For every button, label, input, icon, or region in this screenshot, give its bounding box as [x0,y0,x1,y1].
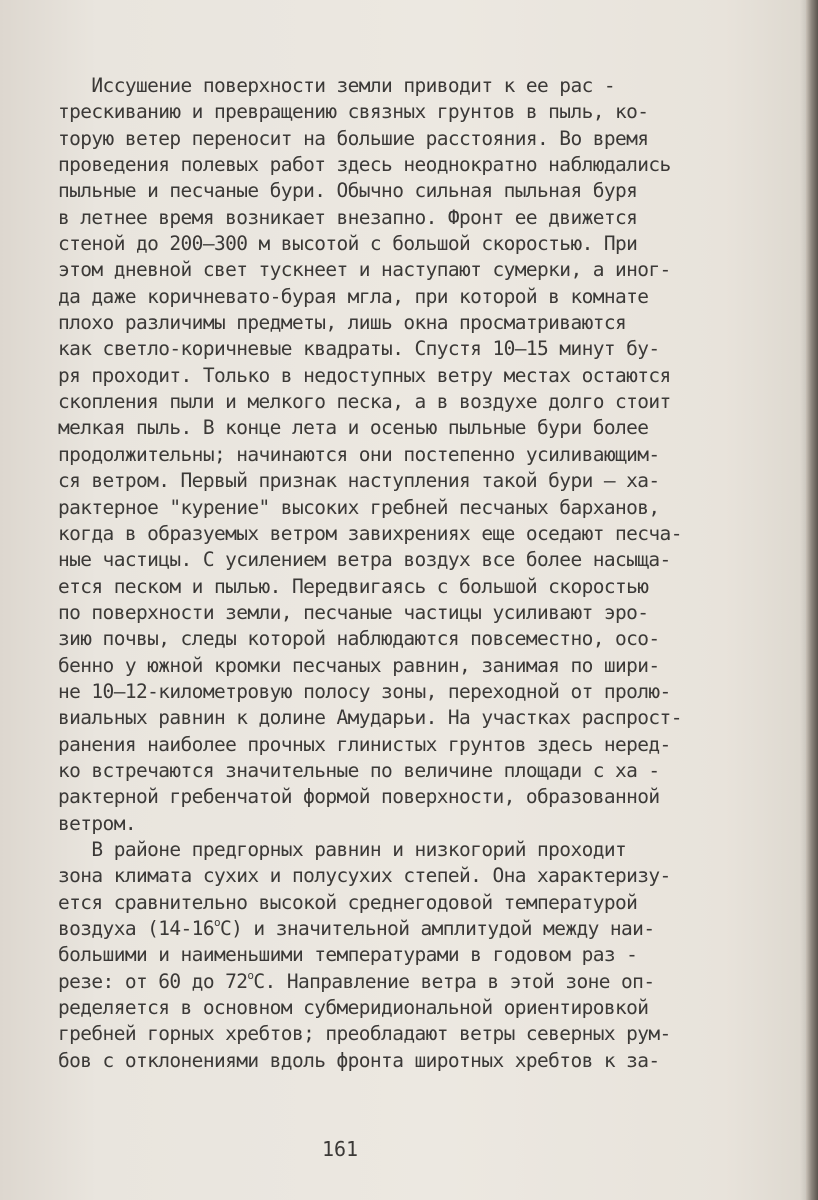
text-line: плохо различимы предметы, лишь окна просматриваются [58,311,627,335]
temperature-line [58,916,758,942]
text-line: когда в образуемых ветром завихрениях еще оседают песча- [58,521,682,545]
degree-superscript: о [213,916,220,929]
body-text [58,73,758,1074]
text-line: по поверхности земли, песчаные частицы усиливают эро- [58,600,649,624]
text-line: виальных равнин к долине Амударьи. На участках распрост- [58,706,682,730]
text-line: рактерной гребенчатой формой поверхности, образованной [58,785,660,809]
text-line: как светло-коричневые квадраты. Спустя 10–15 минут бу- [58,337,660,361]
text-line: не 10–12-километровую полосу зоны, переходной от пролю- [58,679,671,703]
text-line: ря проходит. Только в недоступных ветру местах остаются [58,363,671,387]
page-number: 161 [321,1137,359,1161]
temperature-text-before: воздуха (14-16 [58,917,214,940]
text-line: ется сравнительно высокой среднегодовой температурой [58,890,638,914]
text-line: ко встречаются значительные по величине площади с ха - [58,758,660,782]
text-line: гребней горных хребтов; преобладают ветры северных рум- [58,1022,671,1046]
degree-superscript: о [247,968,254,982]
text-line: большими и наименьшими температурами в годовом раз - [58,943,638,967]
text-line: ределяется в основном субмеридиональной ориентировкой [58,996,649,1020]
text-line: проведения полевых работ здесь неоднократно наблюдались [58,153,671,177]
text-line: бенно у южной кромки песчаных равнин, занимая по шири- [58,653,660,677]
text-line: продолжительны; начинаются они постепенно усиливающим- [58,442,660,466]
text-line: ся ветром. Первый признак наступления такой бури – ха- [58,469,660,493]
text-line: в летнее время возникает внезапно. Фронт ее движется [58,205,638,229]
text-line: трескиванию и превращению связных грунтов в пыль, ко- [58,100,649,124]
text-line: ется песком и пылью. Передвигаясь с большой скоростью [58,574,649,598]
text-line: скопления пыли и мелкого песка, а в воздухе долго стоит [58,390,671,414]
text-line: ранения наиболее прочных глинистых грунтов здесь неред- [58,732,671,756]
text-line: зию почвы, следы которой наблюдаются повсеместно, осо- [58,627,660,651]
text-line: ные частицы. С усилением ветра воздух все более насыща- [58,548,671,572]
temperature-text-after: С) и значительной амплитудой между наи- [220,917,655,940]
text-line: ветром. [58,811,136,835]
text-line: В районе предгорных равнин и низкогорий проходит [58,837,627,861]
range-text-before: резе: от 60 до 72 [58,969,248,993]
text-line: торую ветер переносит на большие расстояния. Во время [58,126,649,150]
text-line: пыльные и песчаные бури. Обычно сильная пыльная буря [58,179,638,203]
text-line: да даже коричневато-бурая мгла, при которой в комнате [58,284,649,308]
text-line: этом дневной свет тускнеет и наступают сумерки, а иног- [58,258,671,282]
text-line: рактерное "курение" высоких гребней песчаных барханов, [58,495,660,519]
text-line: мелкая пыль. В конце лета и осенью пыльные бури более [58,416,649,440]
range-line [58,969,758,995]
range-text-after: С. Направление ветра в этой зоне оп- [253,969,655,993]
text-line: бов с отклонениями вдоль фронта широтных хребтов к за- [58,1048,660,1072]
text-line: стеной до 200–300 м высотой с большой скоростью. При [58,232,638,256]
text-line: зона климата сухих и полусухих степей. Она характеризу- [58,864,671,888]
text-line: Иссушение поверхности земли приводит к ее рас - [58,74,615,97]
book-edge [806,0,818,1200]
